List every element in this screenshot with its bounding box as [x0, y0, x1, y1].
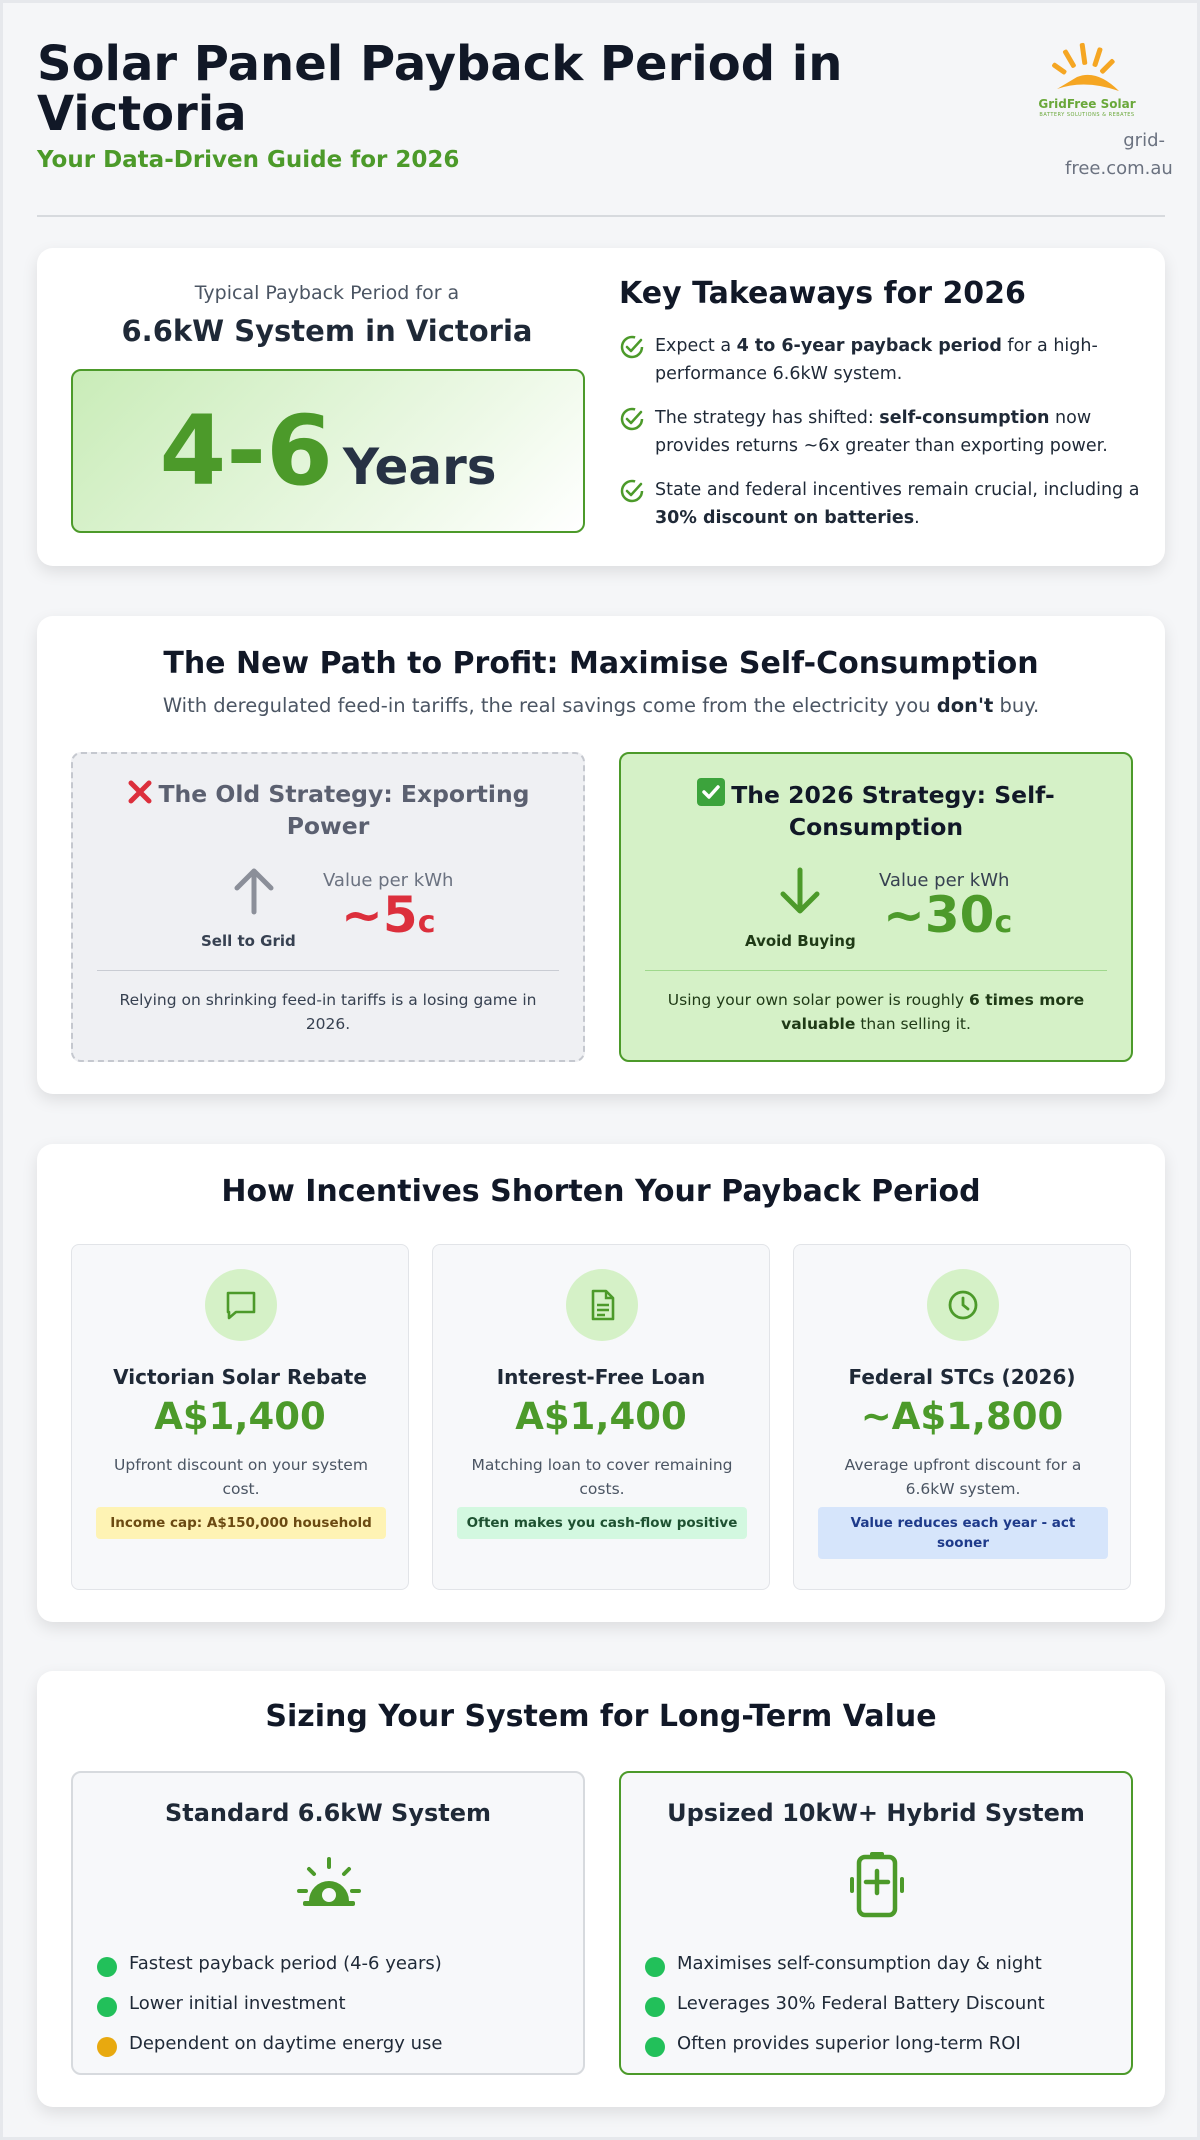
check-circle-icon: [619, 406, 645, 432]
strategy-title: The New Path to Profit: Maximise Self-Consumption: [163, 646, 1039, 681]
incentive-badge: Value reduces each year - act sooner: [818, 1507, 1108, 1559]
logo-name: GridFree Solar: [1038, 97, 1136, 111]
sun-icon: [295, 1851, 363, 1919]
battery-icon: [843, 1851, 911, 1919]
incentive-badge: Income cap: A$150,000 household: [96, 1507, 386, 1539]
avoid-buying-label: Avoid Buying: [745, 932, 856, 950]
old-strategy-panel: [71, 752, 585, 1062]
check-mark-icon: [697, 778, 725, 806]
old-value-number: ~5: [341, 886, 418, 944]
incentive-card-loan: [432, 1244, 770, 1590]
takeaway-bold: 30% discount on batteries: [655, 508, 915, 528]
incentive-title: Victorian Solar Rebate: [113, 1365, 367, 1389]
status-dot: [97, 1957, 117, 1977]
incentives-title: How Incentives Shorten Your Payback Period: [221, 1174, 981, 1209]
incentive-title: Federal STCs (2026): [848, 1365, 1076, 1389]
chat-bubble-icon: [205, 1269, 277, 1341]
incentive-card-stc: [793, 1244, 1131, 1590]
note-text: Using your own solar power is roughly: [667, 991, 970, 1009]
strategy-card: [37, 616, 1165, 1094]
subtitle-text: With deregulated feed-in tariffs, the real savings come from the electricity you: [162, 694, 937, 717]
old-value-unit: c: [417, 905, 436, 940]
takeaway-item: [619, 404, 1139, 464]
hybrid-system-title: Upsized 10kW+ Hybrid System: [667, 1799, 1085, 1827]
takeaway-item: [619, 476, 1139, 536]
value-per-kwh-label: Value per kWh: [323, 870, 454, 891]
incentive-card-rebate: [71, 1244, 409, 1590]
hybrid-system-panel: [619, 1771, 1133, 2075]
list-item-text: Fastest payback period (4-6 years): [129, 1953, 442, 1974]
page-subtitle: Your Data-Driven Guide for 2026: [37, 147, 460, 173]
takeaway-text: Expect a: [655, 336, 737, 356]
status-dot: [645, 2037, 665, 2057]
payback-highlight-box: [71, 369, 585, 533]
takeaway-bold: 4 to 6-year payback period: [736, 336, 1002, 356]
new-strategy-title-text: The 2026 Strategy: Self-Consumption: [731, 781, 1055, 841]
subtitle-bold: don't: [936, 694, 994, 717]
incentive-title: Interest-Free Loan: [496, 1365, 706, 1389]
note-bold: 6 times more valuable: [781, 991, 1085, 1033]
cross-mark-icon: [126, 778, 154, 806]
strategy-subtitle: [37, 694, 1165, 717]
arrow-down-icon: [777, 866, 823, 916]
sun-logo-icon: [1037, 39, 1137, 97]
list-item-text: Often provides superior long-term ROI: [677, 2033, 1021, 2054]
incentive-amount: A$1,400: [515, 1395, 687, 1438]
subtitle-text: buy.: [993, 694, 1040, 717]
new-value-number: ~30: [883, 886, 995, 944]
new-strategy-title: [641, 778, 1111, 843]
divider: [645, 970, 1107, 971]
takeaway-text: for a high-performance 6.6kW system.: [655, 336, 1098, 384]
sell-to-grid-label: Sell to Grid: [201, 932, 296, 950]
incentive-badge: Often makes you cash-flow positive: [457, 1507, 747, 1539]
divider: [97, 970, 559, 971]
payback-system-label: 6.6kW System in Victoria: [121, 314, 533, 348]
incentive-description: Average upfront discount for a 6.6kW system.: [844, 1456, 1082, 1498]
takeaway-text: now provides returns ~6x greater than exporting power.: [655, 408, 1108, 456]
old-strategy-title: [93, 778, 563, 842]
value-per-kwh-label: Value per kWh: [879, 870, 1010, 891]
sizing-title: Sizing Your System for Long-Term Value: [265, 1699, 937, 1734]
check-circle-icon: [619, 334, 645, 360]
note-text: than selling it.: [855, 1015, 971, 1033]
status-dot: [97, 2037, 117, 2057]
payback-number: 4-6: [159, 395, 333, 507]
new-strategy-note: [645, 988, 1107, 1036]
incentives-card: [37, 1144, 1165, 1622]
brand-logo[interactable]: [1025, 39, 1173, 179]
old-strategy-title-text: The Old Strategy: Exporting Power: [158, 780, 530, 840]
payback-label: Typical Payback Period for a: [194, 282, 460, 304]
arrow-up-icon: [231, 866, 277, 916]
header: [37, 36, 1173, 217]
incentive-amount: ~A$1,800: [860, 1395, 1064, 1438]
new-strategy-panel: [619, 752, 1133, 1062]
list-item-text: Dependent on daytime energy use: [129, 2033, 443, 2054]
status-dot: [645, 1997, 665, 2017]
new-value-unit: c: [994, 905, 1013, 940]
sizing-card: [37, 1671, 1165, 2107]
takeaways-title: Key Takeaways for 2026: [619, 276, 1026, 311]
check-circle-icon: [619, 478, 645, 504]
old-strategy-note: Relying on shrinking feed-in tariffs is a losing game in 2026.: [119, 991, 537, 1033]
list-item-text: Maximises self-consumption day & night: [677, 1953, 1042, 1974]
takeaway-bold: self-consumption: [879, 408, 1050, 428]
new-value: [883, 886, 1012, 944]
page-title: Solar Panel Payback Period in Victoria: [37, 36, 843, 142]
document-icon: [566, 1269, 638, 1341]
logo-url[interactable]: grid-free.com.au: [1065, 130, 1173, 179]
incentive-description: Upfront discount on your system cost.: [114, 1456, 368, 1498]
payback-unit: Years: [342, 438, 497, 496]
takeaway-text: The strategy has shifted:: [655, 408, 880, 428]
list-item-text: Leverages 30% Federal Battery Discount: [677, 1993, 1045, 2014]
incentive-amount: A$1,400: [154, 1395, 326, 1438]
infographic-page: [3, 3, 1197, 2137]
status-dot: [645, 1957, 665, 1977]
standard-system-title: Standard 6.6kW System: [164, 1799, 492, 1827]
takeaway-text: State and federal incentives remain crucial, including a: [655, 480, 1140, 500]
status-dot: [97, 1997, 117, 2017]
clock-icon: [927, 1269, 999, 1341]
takeaway-item: [619, 332, 1139, 392]
old-value: [341, 886, 435, 944]
standard-system-panel: [71, 1771, 585, 2075]
list-item-text: Lower initial investment: [129, 1993, 346, 2014]
payback-card: [37, 248, 1165, 566]
logo-tagline: BATTERY SOLUTIONS & REBATES: [1039, 112, 1135, 118]
takeaway-text: .: [914, 508, 920, 528]
incentive-description: Matching loan to cover remaining costs.: [471, 1456, 733, 1498]
